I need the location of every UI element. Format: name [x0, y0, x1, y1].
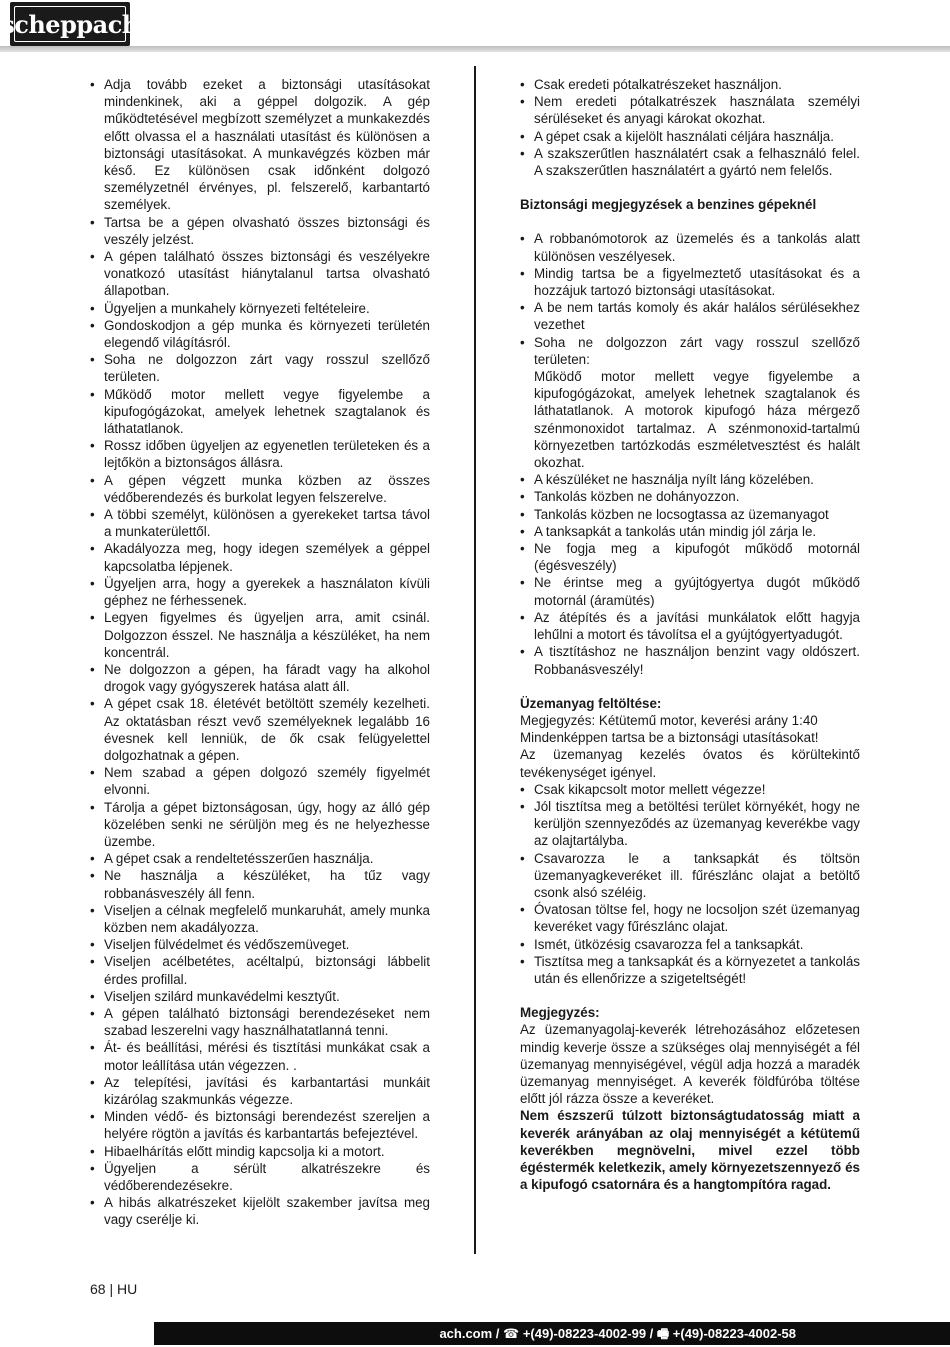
list-item: • Működő motor mellett vegye figyelembe a kipufogógázokat, amelyek lehetnek szagtalanok és láthatatlanok.: [90, 386, 430, 438]
fuel-note-2: Mindenképpen tartsa be a biztonsági utasításokat!: [520, 730, 819, 746]
list-item: • A tanksapkát a tankolás után mindig jól zárja le.: [520, 523, 860, 540]
list-item: • Soha ne dolgozzon zárt vagy rosszul szellőző területen: Működő motor mellett vegye figyelembe a kipufogógázokat, amelyek lehetnek szagtalanok és láthatatlanok. A motorok kipufogó háza mérgező szénmonoxidot tartalmaz. A szénmonoxid-tartalmú környezetben tartózkodás eszméletvesztést és halált okozhat.: [520, 334, 860, 472]
list-item: • A többi személyt, különösen a gyerekeket tartsa távol a munkaterülettől.: [90, 506, 430, 540]
list-item: • Viseljen acélbetétes, acéltalpú, biztonsági lábbelit érdes profillal.: [90, 953, 430, 987]
list-item: • A gépen található összes biztonsági és veszélyekre vonatkozó utasítást hiánytalanul tartsa olvasható állapotban.: [90, 248, 430, 300]
list-item: • A be nem tartás komoly és akár halálos sérülésekhez vezethet: [520, 299, 860, 333]
note-heading: Megjegyzés:: [520, 1005, 600, 1021]
column-divider: [474, 66, 476, 1254]
fuel-heading: Üzemanyag feltöltése:: [520, 695, 662, 711]
page-separator: |: [109, 1281, 114, 1297]
list-item: • A gépet csak a kijelölt használati céljára használja.: [520, 128, 860, 145]
list-item: • Ne használja a készüléket, ha tűz vagy robbanásveszély áll fenn.: [90, 867, 430, 901]
list-item: • Az telepítési, javítási és karbantartási munkáit kizárólag szakmunkás végezze.: [90, 1074, 430, 1108]
list-item: • Ne fogja meg a kipufogót működő motornál (égésveszély): [520, 540, 860, 574]
list-item: • Ügyeljen a sérült alkatrészekre és védőberendezésekre.: [90, 1160, 430, 1194]
list-item: • Gondoskodjon a gép munka és környezeti területén elegendő világításról.: [90, 317, 430, 351]
list-item: • Ismét, ütközésig csavarozza fel a tanksapkát.: [520, 936, 860, 953]
list-item: • A gépet csak a rendeltetésszerűen használja.: [90, 850, 430, 867]
left-column: [90, 76, 430, 1229]
footer-contact: ach.com / ☎ +(49)-08223-4002-99 / 🖷 +(49)-08223-4002-58: [439, 1326, 796, 1341]
list-item: • Legyen figyelmes és ügyeljen arra, amit csinál. Dolgozzon ésszel. Ne használja a készüléket, ha nem koncentrál.: [90, 609, 430, 661]
list-item: • Minden védő- és biztonsági berendezést szereljen a helyére rögtön a javítás és karbantartás befejeztével.: [90, 1108, 430, 1142]
right-column: [520, 76, 860, 1193]
list-item: • Hibaelhárítás előtt mindig kapcsolja ki a motort.: [90, 1143, 430, 1160]
list-item: • Tartsa be a gépen olvasható összes biztonsági és veszély jelzést.: [90, 214, 430, 248]
spare-parts-list: [520, 76, 860, 179]
list-item: • Rossz időben ügyeljen az egyenetlen területeken és a lejtőkön a biztonságos állásra.: [90, 437, 430, 471]
footer-bar: [0, 1322, 950, 1345]
petrol-safety-list: [520, 230, 860, 677]
list-item: • Tankolás közben ne dohányozzon.: [520, 488, 860, 505]
list-item: • Ne érintse meg a gyújtógyertya dugót működő motornál (áramütés): [520, 574, 860, 608]
list-item: • Akadályozza meg, hogy idegen személyek a géppel kapcsolatba lépjenek.: [90, 540, 430, 574]
header-bar: [0, 46, 950, 52]
list-item: • Tárolja a gépet biztonságosan, úgy, hogy az álló gép közelében senki ne sérüljön meg és ne helyezhesse üzembe.: [90, 799, 430, 851]
fuel-note: Megjegyzés: Kétütemű motor, keverési arány 1:40: [520, 712, 818, 728]
list-item: • A szakszerűtlen használatért csak a felhasználó felel. A szakszerűtlen használatért a gyártó nem felelős.: [520, 145, 860, 179]
page-number: [90, 1281, 137, 1297]
list-item: • Át- és beállítási, mérési és tisztítási munkákat csak a motor leállítása után végezzen. .: [90, 1039, 430, 1073]
list-item: • Csak eredeti pótalkatrészeket használjon.: [520, 76, 860, 93]
left-safety-list: [90, 76, 430, 1229]
list-item: • A gépet csak 18. életévét betöltött személy kezelheti. Az oktatásban részt vevő személyeknek legalább 16 évesnek kell lenniük, de ők csak felügyelettel dolgozhatnak a gépen.: [90, 695, 430, 764]
list-item: • Viseljen szilárd munkavédelmi kesztyűt.: [90, 988, 430, 1005]
list-item: • Ne dolgozzon a gépen, ha fáradt vagy ha alkohol drogok vagy gyógyszerek hatása alatt áll.: [90, 661, 430, 695]
list-item: • Nem szabad a gépen dolgozó személy figyelmét elvonni.: [90, 764, 430, 798]
list-item: • Viseljen a célnak megfelelő munkaruhát, amely munka közben nem akadályozza.: [90, 902, 430, 936]
fuel-steps-list: [520, 781, 860, 987]
fuel-note-3: Az üzemanyag kezelés óvatos és körültekintő tevékenységet igényel.: [520, 747, 860, 780]
language-code: HU: [117, 1281, 138, 1297]
list-item: • Az átépítés és a javítási munkálatok előtt hagyja lehűlni a motort és távolítsa el a gyújtógyertyadugót.: [520, 609, 860, 643]
list-item: • Csavarozza le a tanksapkát és töltsön üzemanyagkeveréket ill. fűrészlánc olajat a betöltő csonk alsó széléig.: [520, 850, 860, 902]
list-item: • Tankolás közben ne locsogtassa az üzemanyagot: [520, 506, 860, 523]
list-item: • A készüléket ne használja nyílt láng közelében.: [520, 471, 860, 488]
list-item: • Soha ne dolgozzon zárt vagy rosszul szellőző területen.: [90, 351, 430, 385]
list-item: • A gépen található biztonsági berendezéseket nem szabad leszerelni vagy használhatatlanná tenni.: [90, 1005, 430, 1039]
list-item: • Mindig tartsa be a figyelmeztető utasításokat és a hozzájuk tartozó biztonsági utasításokat.: [520, 265, 860, 299]
list-item: • A tisztításhoz ne használjon benzint vagy oldószert. Robbanásveszély!: [520, 643, 860, 677]
logo-text: scheppach: [14, 6, 126, 42]
list-item: • Óvatosan töltse fel, hogy ne locsoljon szét üzemanyag keveréket vagy fűrészlánc olajat.: [520, 901, 860, 935]
page-number-value: 68: [90, 1281, 106, 1297]
list-item: • Ügyeljen arra, hogy a gyerekek a használaton kívüli géphez ne férhessenek.: [90, 575, 430, 609]
list-item: • A robbanómotorok az üzemelés és a tankolás alatt különösen veszélyesek.: [520, 230, 860, 264]
page-header: [0, 0, 950, 50]
list-item: • A gépen végzett munka közben az összes védőberendezés és burkolat legyen felszerelve.: [90, 472, 430, 506]
scheppach-logo: [1, 2, 139, 46]
petrol-safety-heading: Biztonsági megjegyzések a benzines gépeknél: [520, 197, 817, 213]
list-item: • Viseljen fülvédelmet és védőszemüveget.: [90, 936, 430, 953]
warning-text: Nem észszerű túlzott biztonságtudatosság miatt a keverék arányában az olaj mennyiségét a kétütemű keverékben megnövelni, mivel ezzel több égéstermék keletkezik, amely környezetszennyező és a kipufogó csatornára és a hangtompítóra ragad.: [520, 1108, 860, 1193]
footer-white-block: [0, 1322, 154, 1345]
list-item: • Nem eredeti pótalkatrészek használata személyi sérüléseket és anyagi károkat okozhat.: [520, 93, 860, 127]
list-item: • Adja tovább ezeket a biztonsági utasításokat mindenkinek, aki a géppel dolgozik. A gép működtetésével megbízott személyzet a munkakezdés előtt olvassa el a használati utasítást és különösen a biztonsági utasításokat. A munkavégzés közben már késő. Ez különösen csak időnként dolgozó személyzetnél érvényes, pl. felszerelő, karbantartó személyek.: [90, 76, 430, 214]
list-item: • Ügyeljen a munkahely környezeti feltételeire.: [90, 300, 430, 317]
list-item: • Tisztítsa meg a tanksapkát és a környezetet a tankolás után és ellenőrizze a szigeteltségét!: [520, 953, 860, 987]
note-text: Az üzemanyagolaj-keverék létrehozásához előzetesen mindig keverje össze a szükséges olaj mennyiségét a fél üzemanyag mennyiségével, végül adja hozzá a maradék üzemanyag mennyiséget. A keverék földfúróba töltése előtt jól rázza össze a keveréket.: [520, 1022, 860, 1107]
list-item: • Csak kikapcsolt motor mellett végezze!: [520, 781, 860, 798]
list-item: • Jól tisztítsa meg a betöltési terület környékét, hogy ne kerüljön szennyeződés az üzemanyag keverékbe vagy az olajtartályba.: [520, 798, 860, 850]
list-item: • A hibás alkatrészeket kijelölt szakember javítsa meg vagy cserélje ki.: [90, 1194, 430, 1228]
